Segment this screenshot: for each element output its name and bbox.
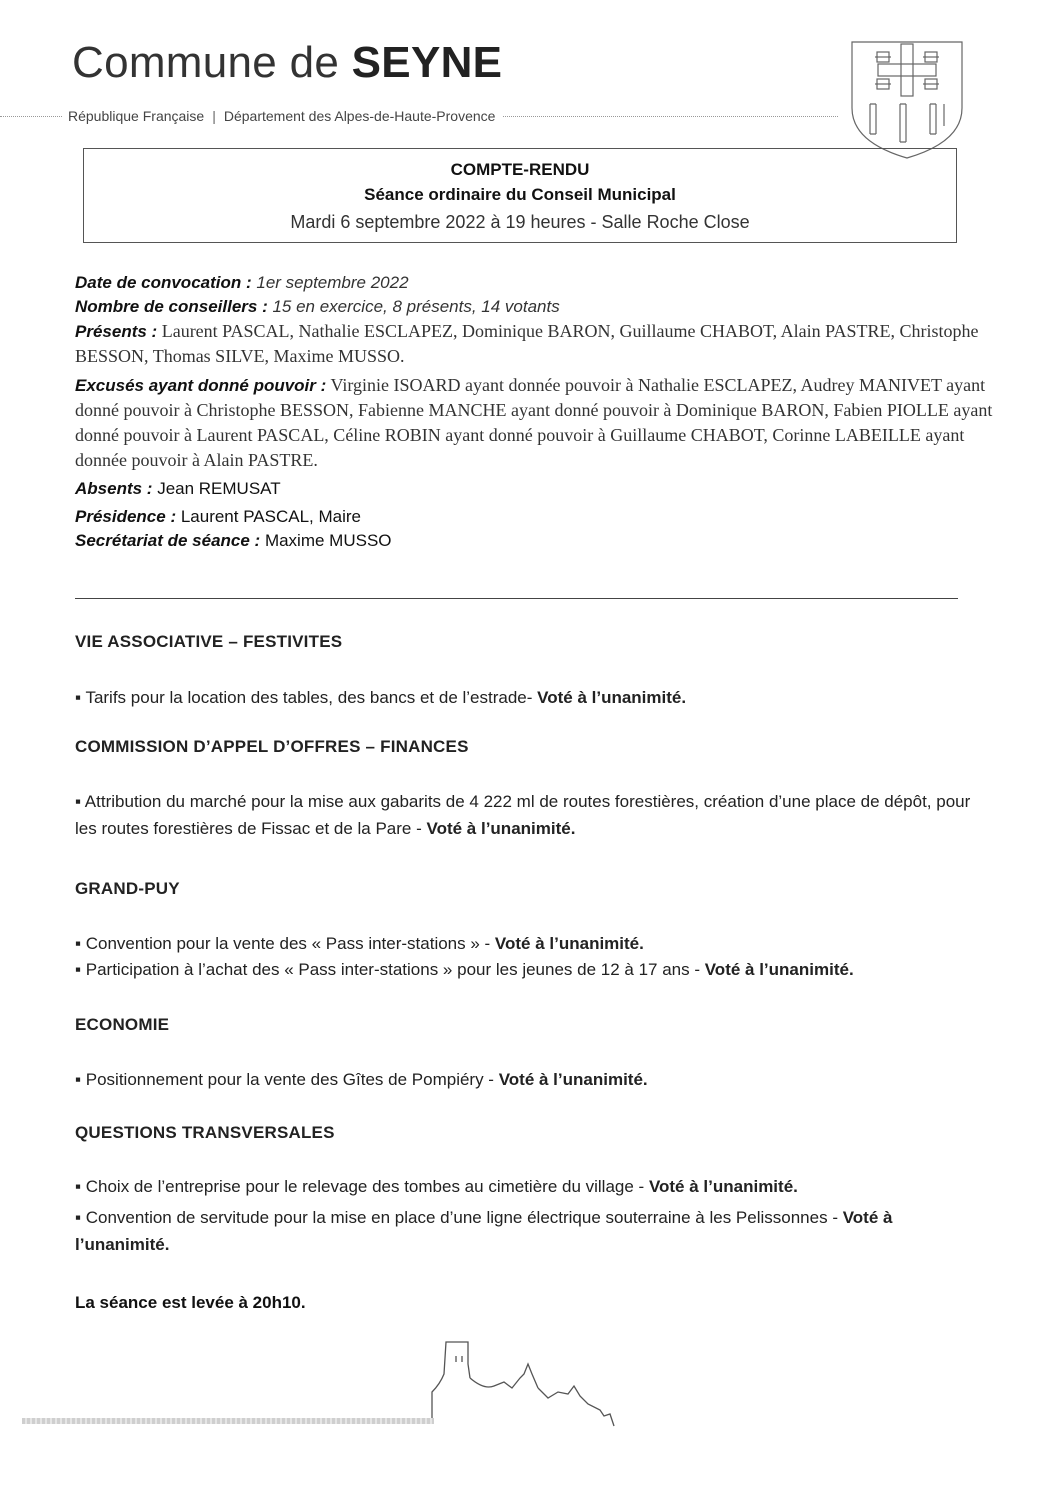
attendance-info [75, 271, 995, 553]
closing-statement: La séance est levée à 20h10. [75, 1293, 306, 1312]
coat-of-arms-icon [848, 38, 966, 160]
title-name: SEYNE [351, 38, 503, 87]
agenda-item [75, 1066, 648, 1093]
presents-row [75, 319, 995, 369]
session-type: Séance ordinaire du Conseil Municipal [364, 185, 676, 204]
agenda-item [75, 788, 975, 842]
republic-label: République Française [68, 108, 205, 124]
convocation-value: 1er septembre 2022 [251, 273, 409, 292]
convocation-label: Date de convocation : [75, 273, 252, 292]
presents-value: Laurent PASCAL, Nathalie ESCLAPEZ, Dominique BARON, Guillaume CHABOT, Alain PASTRE, Christophe BESSON, Thomas SILVE, Maxime MUSSO. [75, 321, 979, 366]
header-separator: | [212, 108, 216, 124]
secretariat-row [75, 529, 995, 553]
commune-title [72, 38, 502, 88]
absents-label: Absents : [75, 479, 153, 498]
footer-strip [22, 1418, 434, 1424]
village-skyline-icon [428, 1334, 618, 1430]
section-heading: GRAND-PUY [75, 879, 180, 898]
excuses-value: Virginie ISOARD ayant donnée pouvoir à Nathalie ESCLAPEZ, Audrey MANIVET ayant donné pouvoir à Christophe BESSON, Fabienne MANCHE ayant donné pouvoir à Dominique BARON, Fabien PIOLLE ayant donné pouvoir à Laurent PASCAL, Céline ROBIN ayant donné pouvoir à Guillaume CHABOT, Corinne LABEILLE ayant donnée pouvoir à Alain PASTRE. [75, 375, 993, 470]
section-heading: COMMISSION D’APPEL D’OFFRES – FINANCES [75, 737, 469, 756]
agenda-item [75, 1173, 798, 1200]
presidence-label: Présidence : [75, 507, 177, 526]
agenda-item [75, 930, 644, 957]
secretariat-label: Secrétariat de séance : [75, 531, 261, 550]
section-heading: VIE ASSOCIATIVE – FESTIVITES [75, 632, 343, 651]
agenda-item [75, 684, 686, 711]
agenda-item [75, 1204, 975, 1258]
section-heading: QUESTIONS TRANSVERSALES [75, 1123, 335, 1142]
absents-value: Jean REMUSAT [152, 479, 281, 498]
item-text: ▪ Tarifs pour la location des tables, des bancs et de l’estrade- [75, 688, 538, 707]
absents-row [75, 477, 995, 501]
excuses-row [75, 373, 995, 473]
presents-label: Présents : [75, 322, 158, 341]
vote-result: Voté à l’unanimité. [494, 934, 644, 953]
session-date-place: Mardi 6 septembre 2022 à 19 heures - Salle Roche Close [290, 212, 750, 232]
convocation-row [75, 271, 995, 295]
presidence-value: Laurent PASCAL, Maire [176, 507, 361, 526]
title-box [83, 148, 957, 243]
report-title: COMPTE-RENDU [450, 160, 590, 179]
agenda-item [75, 956, 854, 983]
department-label: Département des Alpes-de-Haute-Provence [223, 108, 496, 124]
vote-result: Voté à l’unanimité. [75, 1208, 893, 1254]
presidence-row [75, 505, 995, 529]
item-text: ▪ Attribution du marché pour la mise aux gabarits de 4 222 ml de routes forestières, création d’une place de dépôt, pour les routes forestières de Fissac et de la Pare - [75, 792, 971, 838]
title-prefix: Commune de [72, 38, 352, 87]
item-text: ▪ Convention pour la vente des « Pass inter-stations » - [75, 934, 495, 953]
vote-result: Voté à l’unanimité. [648, 1177, 798, 1196]
vote-result: Voté à l’unanimité. [498, 1070, 648, 1089]
item-text: ▪ Choix de l’entreprise pour le relevage des tombes au cimetière du village - [75, 1177, 649, 1196]
vote-result: Voté à l’unanimité. [704, 960, 854, 979]
item-text: ▪ Convention de servitude pour la mise en place d’une ligne électrique souterraine à les Pelissonnes - [75, 1208, 843, 1227]
dotted-rule [0, 116, 62, 117]
conseillers-label: Nombre de conseillers : [75, 297, 268, 316]
vote-result: Voté à l’unanimité. [426, 819, 576, 838]
dotted-rule [503, 116, 838, 117]
item-text: ▪ Positionnement pour la vente des Gîtes de Pompiéry - [75, 1070, 499, 1089]
item-text: ▪ Participation à l’achat des « Pass inter-stations » pour les jeunes de 12 à 17 ans - [75, 960, 705, 979]
vote-result: Voté à l’unanimité. [537, 688, 687, 707]
secretariat-value: Maxime MUSSO [260, 531, 392, 550]
section-divider [75, 598, 958, 599]
excuses-label: Excusés ayant donné pouvoir : [75, 376, 327, 395]
conseillers-row [75, 295, 995, 319]
section-heading: ECONOMIE [75, 1015, 170, 1034]
conseillers-value: 15 en exercice, 8 présents, 14 votants [267, 297, 560, 316]
